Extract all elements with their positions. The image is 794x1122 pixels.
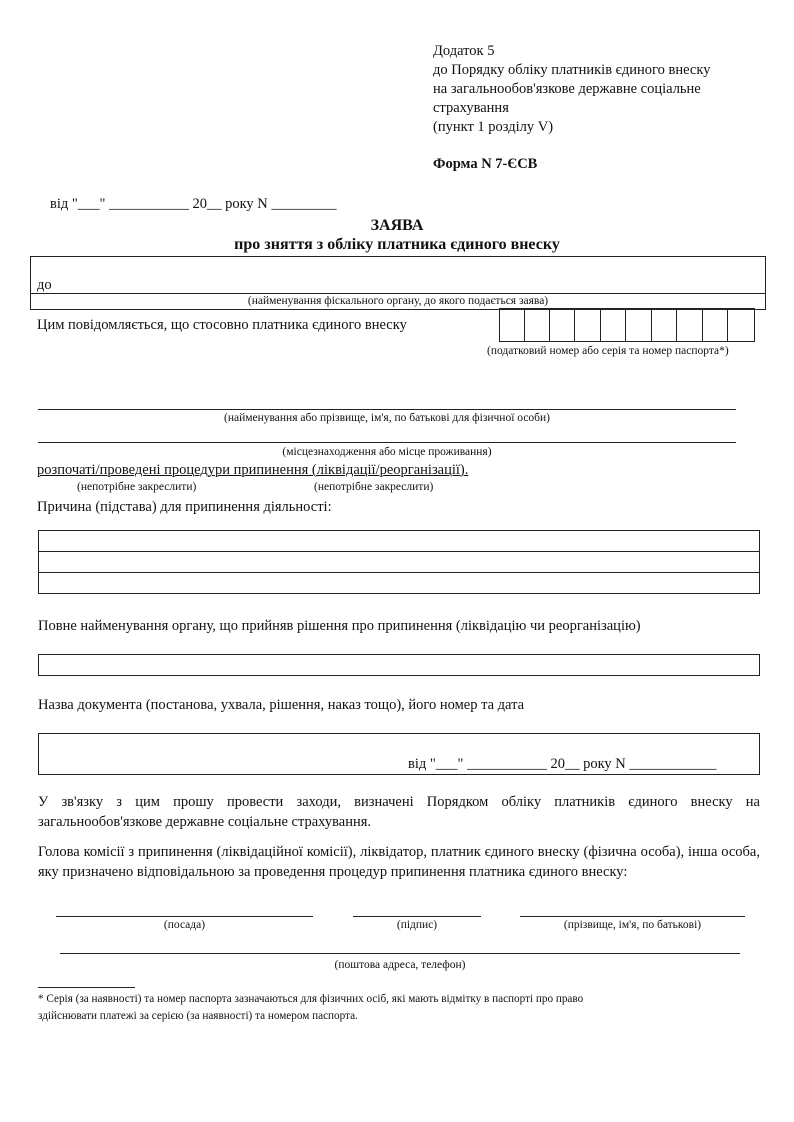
appendix-line-5: (пункт 1 розділу V) (433, 119, 554, 135)
address-caption: (поштова адреса, телефон) (334, 959, 466, 971)
appendix-line-4: страхування (433, 100, 509, 116)
footnote-separator (38, 987, 135, 988)
position-caption: (посада) (163, 919, 206, 931)
document-label: Назва документа (постанова, ухвала, рішення, наказ тощо), його номер та дата (38, 697, 525, 713)
position-field[interactable] (56, 916, 313, 917)
tax-number-caption: (податковий номер або серія та номер паспорта*) (487, 345, 729, 357)
procedure-text: розпочаті/проведені процедури припинення (ліквідації/реорганізації). (37, 462, 469, 478)
full-name-caption: (прізвище, ім'я, по батькові) (563, 919, 702, 931)
name-caption: (найменування або прізвище, ім'я, по батькові для фізичної особи) (223, 412, 551, 424)
fiscal-authority-caption: (найменування фіскального органу, до якого подається заява) (247, 295, 549, 307)
name-field[interactable] (38, 409, 736, 410)
full-name-field[interactable] (520, 916, 745, 917)
authority-field[interactable] (38, 654, 760, 676)
location-caption: (місцезнаходження або місце проживання) (282, 446, 492, 458)
request-paragraph: У зв'язку з цим прошу провести заходи, визначені Порядком обліку платників єдиного внеску на загальнообов'язкове державне соціальне страхування. (38, 794, 760, 830)
reason-table[interactable] (38, 530, 760, 594)
strike-note-1: (непотрібне закреслити) (77, 481, 197, 493)
tax-number-cells[interactable] (499, 308, 755, 342)
location-field[interactable] (38, 442, 736, 443)
page-subtitle: про зняття з обліку платника єдиного внеску (234, 236, 560, 253)
signature-field[interactable] (353, 916, 481, 917)
page-title: ЗАЯВА (370, 217, 424, 234)
address-field[interactable] (60, 953, 740, 954)
to-label: до (37, 277, 52, 293)
date-line[interactable]: від "___" ___________ 20__ року N _________ (50, 196, 337, 212)
notice-text: Цим повідомляється, що стосовно платника єдиного внеску (37, 317, 407, 333)
footnote-line-1: * Серія (за наявності) та номер паспорта зазначаються для фізичних осіб, які мають відмітку в паспорті про право (38, 993, 584, 1005)
signature-caption: (підпис) (396, 919, 438, 931)
reason-label: Причина (підстава) для припинення діяльності: (37, 499, 332, 515)
responsible-person-paragraph: Голова комісії з припинення (ліквідаційної комісії), ліквідатор, платник єдиного внеску (фізична особа), інша особа, яку призначено відповідальною за проведення процедур припинення платника єдиного внеску: (38, 844, 760, 880)
footnote-line-2: здійснювати платежі за серією (за наявності) та номером паспорта. (38, 1010, 358, 1022)
authority-label: Повне найменування органу, що прийняв рішення про припинення (ліквідацію чи реорганізацію) (38, 618, 641, 634)
document-date-line[interactable]: від "___" ___________ 20__ року N ____________ (408, 756, 717, 772)
strike-note-2: (непотрібне закреслити) (314, 481, 434, 493)
appendix-line-2: до Порядку обліку платників єдиного внеску (433, 62, 711, 78)
form-number: Форма N 7-ЄСВ (433, 156, 538, 172)
appendix-number: Додаток 5 (433, 43, 495, 59)
appendix-line-3: на загальнообов'язкове державне соціальне (433, 81, 701, 97)
